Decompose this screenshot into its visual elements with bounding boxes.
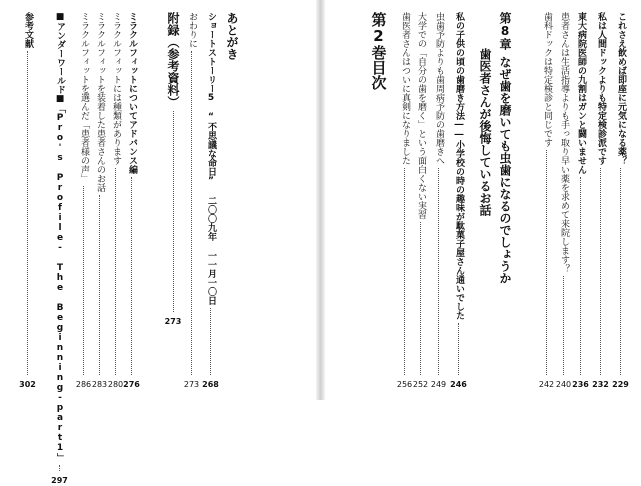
toc-entry-label: ショートストーリー5 “不思議な命日” 二〇〇九年 一一月一〇日 <box>206 12 216 305</box>
page-number: 273 <box>164 317 182 326</box>
toc-entry-label: ■アンダーワールド■「Pro's Profile- The Beginning-part1」 <box>55 12 65 462</box>
page-number: 256 <box>396 380 413 389</box>
toc-entry-item-5[interactable] <box>538 12 555 390</box>
page-number: 236 <box>572 380 589 389</box>
toc-entry-label: ミラクルフィットを装着した患者さんのお話 <box>95 12 105 192</box>
leader-dots <box>173 111 174 312</box>
toc-entry-label: 大学での「自分の歯を磨く」という面白くない実習 <box>416 12 426 219</box>
leader-dots <box>600 168 601 375</box>
leader-dots <box>563 276 564 375</box>
chapter-subtitle: 歯医者さんが後悔しているお話 <box>478 48 492 216</box>
toc-entry-label: 私は人間ドックよりも特定検診派です <box>596 12 606 165</box>
toc-entry-label: ミラクルフィットについてアドバンス編 <box>127 12 137 174</box>
toc-entry-chapter-item-1[interactable] <box>450 12 467 390</box>
page-number: 240 <box>555 380 572 389</box>
toc-entry-underworld[interactable] <box>51 12 68 485</box>
page-number: 280 <box>107 380 124 389</box>
chapter-title: なぜ歯を磨いても虫歯になるのでしょうか <box>498 56 512 284</box>
leader-dots <box>191 51 192 375</box>
leader-dots <box>404 168 405 375</box>
leader-dots <box>210 308 211 375</box>
page-number: 246 <box>450 380 467 389</box>
toc-entry-appendix-1[interactable] <box>123 12 140 390</box>
toc-entry-references[interactable] <box>19 12 36 390</box>
leader-dots <box>580 177 581 375</box>
leader-dots <box>131 177 132 375</box>
leader-dots <box>458 323 459 375</box>
toc-entry-label: ミラクルフィットには種類があります <box>111 12 121 165</box>
leader-dots <box>59 465 60 471</box>
vol2-toc-heading <box>369 12 387 390</box>
toc-entry-item-4[interactable] <box>555 12 572 390</box>
toc-entry-label: 虫歯予防よりも歯周病予防の歯磨きへ <box>434 12 444 165</box>
appendix-heading: 附録（参考資料） <box>166 12 180 108</box>
afterword-heading <box>225 12 239 390</box>
left-page <box>0 0 316 485</box>
page-number: 232 <box>592 380 609 389</box>
toc-entry-short-story[interactable] <box>202 12 219 390</box>
toc-entry-appendix-3[interactable] <box>91 12 108 390</box>
toc-entry-appendix-2[interactable] <box>107 12 124 390</box>
chapter-8-title-line1 <box>497 12 513 390</box>
page-number: 276 <box>123 380 140 389</box>
page-number: 229 <box>612 380 629 389</box>
right-page <box>325 0 641 400</box>
toc-entry-chapter-item-2[interactable] <box>430 12 447 390</box>
page-number: 283 <box>91 380 108 389</box>
chapter-8-title-line2 <box>477 48 493 308</box>
leader-dots <box>546 150 547 375</box>
page-number: 252 <box>412 380 429 389</box>
leader-dots <box>83 186 84 375</box>
leader-dots <box>620 168 621 375</box>
toc-entry-owarini[interactable] <box>183 12 200 390</box>
toc-entry-label: 参考文献 <box>23 12 33 48</box>
toc-entry-label: 患者さんは生活指導よりも手っ取り早い薬を求めて来院します？ <box>559 12 569 273</box>
leader-dots <box>27 51 28 375</box>
toc-entry-item-2[interactable] <box>592 12 609 390</box>
toc-entry-label: これさえ飲めば即座に元気になる薬？ <box>616 12 626 165</box>
page-number: 242 <box>538 380 555 389</box>
toc-entry-item-1[interactable] <box>612 12 629 390</box>
page-number: 286 <box>75 380 92 389</box>
toc-entry-appendix-4[interactable] <box>75 12 92 390</box>
leader-dots <box>438 168 439 375</box>
afterword-text: あとがき <box>225 12 239 60</box>
leader-dots <box>99 195 100 375</box>
toc-entry-label: 私の子供の頃の歯磨き方法――小学校の時の趣味が駄菓子屋さん通いでした <box>454 12 464 320</box>
page-number: 297 <box>51 476 68 485</box>
leader-dots <box>420 222 421 375</box>
toc-entry-label: ミラクルフィットを選んだ「患者様の声」 <box>79 12 89 183</box>
page-number: 273 <box>183 380 200 389</box>
page-number: 302 <box>19 380 36 389</box>
chapter-label: 第8章 <box>498 12 512 50</box>
toc-entry-label: 東大病院医師の九割はガンと闘いません <box>576 12 586 174</box>
vol2-toc-text: 第2巻目次 <box>369 12 388 90</box>
toc-entry-label: 歯科ドックは特定検診と同じです <box>542 12 552 147</box>
leader-dots <box>115 168 116 375</box>
book-gutter <box>316 0 325 400</box>
toc-entry-label: おわりに <box>187 12 197 48</box>
toc-entry-chapter-item-3[interactable] <box>412 12 429 390</box>
toc-entry-chapter-item-4[interactable] <box>396 12 413 390</box>
toc-entry-label: 歯医者さんはついに真剣になりました <box>400 12 410 165</box>
page-number: 249 <box>430 380 447 389</box>
toc-entry-appendix[interactable] <box>166 12 180 327</box>
toc-entry-item-3[interactable] <box>572 12 589 390</box>
page-number: 268 <box>202 380 219 389</box>
